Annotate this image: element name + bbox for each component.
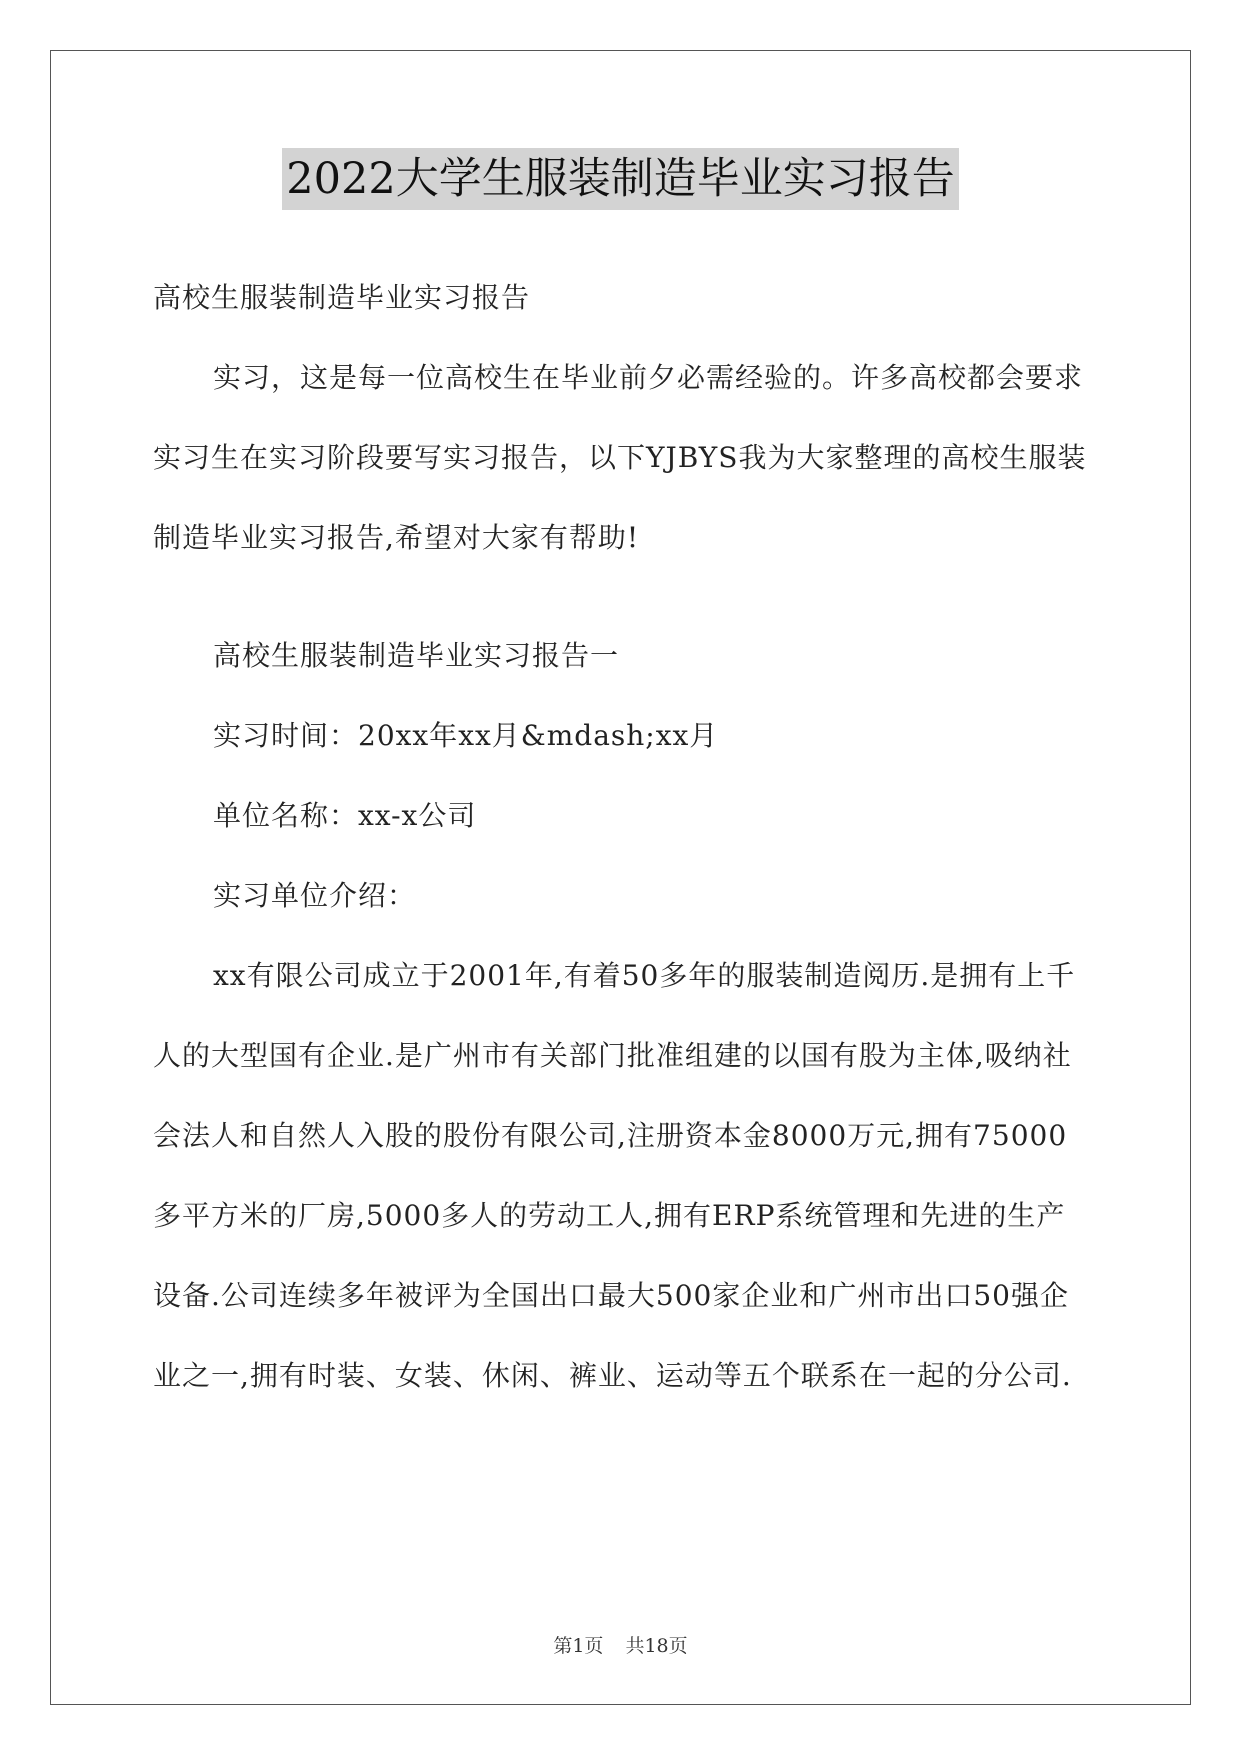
unit-name: 单位名称：xx-x公司 — [213, 799, 477, 832]
section-heading: 高校生服装制造毕业实习报告一 — [213, 639, 620, 672]
document-subtitle: 高校生服装制造毕业实习报告 — [153, 281, 531, 314]
intro-paragraph: 实习，这是每一位高校生在毕业前夕必需经验的。许多高校都会要求实习生在实习阶段要写实习报告，以下YJBYS我为大家整理的高校生服装制造毕业实习报告,希望对大家有帮助! — [153, 361, 1087, 554]
document-body — [153, 258, 1088, 1416]
document-title: 2022大学生服装制造毕业实习报告 — [282, 148, 958, 210]
unit-intro-label: 实习单位介绍： — [213, 879, 417, 912]
page-footer — [0, 1631, 1241, 1658]
page-total: 共18页 — [625, 1635, 688, 1657]
unit-intro-paragraph: xx有限公司成立于2001年,有着50多年的服装制造阅历.是拥有上千人的大型国有企业.是广州市有关部门批准组建的以国有股为主体,吸纳社会法人和自然人入股的股份有限公司,注册资本金8000万元,拥有75000多平方米的厂房,5000多人的劳动工人,拥有ERP系统管理和先进的生产设备.公司连续多年被评为全国出口最大500家企业和广州市出口50强企业之一,拥有时装、女装、休闲、裤业、运动等五个联系在一起的分公司. — [153, 959, 1076, 1392]
page-number: 第1页 — [553, 1635, 604, 1657]
intern-time: 实习时间：20xx年xx月&mdash;xx月 — [213, 719, 719, 752]
title-container — [0, 148, 1241, 210]
